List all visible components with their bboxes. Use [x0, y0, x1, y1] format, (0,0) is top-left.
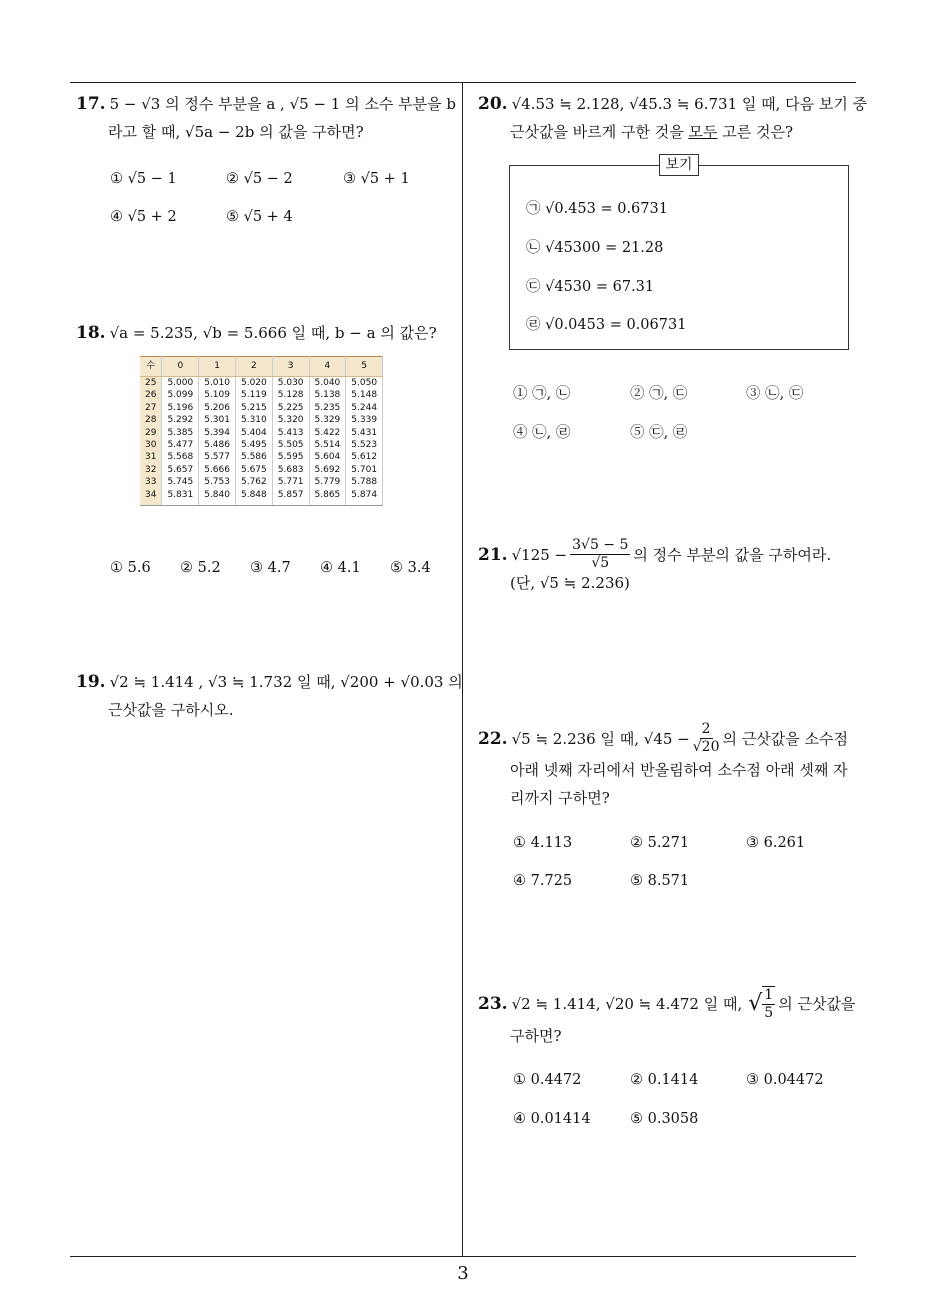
question-22 — [478, 721, 848, 812]
table-cell: 5.431 — [346, 427, 383, 439]
question-text-line2: 구하면? — [510, 1027, 562, 1045]
table-cell: 5.010 — [199, 377, 236, 390]
q20-option-4[interactable]: ④ ㉡, ㉣ — [513, 425, 571, 441]
bogi-item-1: ㉠ √0.453 = 0.6731 — [526, 201, 668, 217]
question-text-lead: √2 ≒ 1.414, √20 ≒ 4.472 일 때, — [511, 995, 743, 1013]
table-cell: 5.753 — [199, 476, 236, 488]
q22-option-3[interactable]: ③ 6.261 — [746, 835, 806, 851]
table-row-header: 33 — [140, 476, 162, 488]
question-17 — [76, 90, 456, 146]
q23-option-1[interactable]: ① 0.4472 — [513, 1072, 582, 1088]
q20-option-2[interactable]: ② ㉠, ㉢ — [630, 386, 688, 402]
q18-option-5[interactable]: ⑤ 3.4 — [390, 560, 431, 576]
table-row-header: 34 — [140, 489, 162, 506]
table-cell: 5.779 — [309, 476, 346, 488]
question-number: 17. — [76, 94, 106, 114]
question-text-tail: 의 근삿값을 소수점 — [722, 729, 848, 748]
question-number: 19. — [76, 672, 106, 692]
table-cell: 5.771 — [272, 476, 309, 488]
table-cell: 5.050 — [346, 377, 383, 390]
table-cell: 5.505 — [272, 439, 309, 451]
question-text-lead: √125 − — [511, 545, 568, 564]
table-cell: 5.148 — [346, 389, 383, 401]
table-cell: 5.857 — [272, 489, 309, 506]
table-cell: 5.385 — [162, 427, 199, 439]
table-row — [140, 489, 383, 506]
table-cell: 5.109 — [199, 389, 236, 401]
table-row — [140, 427, 383, 439]
table-cell: 5.762 — [235, 476, 272, 488]
table-header-cell: 1 — [199, 357, 236, 377]
table-cell: 5.138 — [309, 389, 346, 401]
q18-option-1[interactable]: ① 5.6 — [110, 560, 151, 576]
table-row-header: 26 — [140, 389, 162, 401]
table-row-header: 27 — [140, 402, 162, 414]
text-part: 고른 것은? — [717, 123, 793, 141]
table-cell: 5.595 — [272, 451, 309, 463]
q22-option-1[interactable]: ① 4.113 — [513, 835, 573, 851]
bogi-title: 보기 — [659, 154, 699, 176]
fraction — [762, 986, 775, 1022]
q18-option-4[interactable]: ④ 4.1 — [320, 560, 361, 576]
table-cell: 5.514 — [309, 439, 346, 451]
table-row — [140, 402, 383, 414]
question-text-lead: √5 ≒ 2.236 일 때, √45 − — [511, 729, 690, 748]
table-cell: 5.495 — [235, 439, 272, 451]
q23-option-4[interactable]: ④ 0.01414 — [513, 1111, 591, 1127]
question-23 — [478, 986, 855, 1050]
question-text-line2: 아래 넷째 자리에서 반올림하여 소수점 아래 셋째 자 — [510, 761, 848, 779]
table-cell: 5.831 — [162, 489, 199, 506]
question-text-line3: 리까지 구하면? — [510, 789, 610, 807]
question-text: 5 − √3 의 정수 부분을 a , √5 − 1 의 소수 부분을 b — [109, 95, 456, 113]
table-row — [140, 476, 383, 488]
table-cell: 5.840 — [199, 489, 236, 506]
table-cell: 5.701 — [346, 464, 383, 476]
table-cell: 5.675 — [235, 464, 272, 476]
table-cell: 5.292 — [162, 414, 199, 426]
table-cell: 5.301 — [199, 414, 236, 426]
question-20 — [478, 90, 867, 146]
question-text-tail: 의 정수 부분의 값을 구하여라. — [633, 545, 832, 564]
q17-option-5[interactable]: ⑤ √5 + 4 — [226, 209, 293, 225]
table-cell: 5.310 — [235, 414, 272, 426]
table-cell: 5.848 — [235, 489, 272, 506]
q17-option-1[interactable]: ① √5 − 1 — [110, 171, 177, 187]
table-cell: 5.422 — [309, 427, 346, 439]
q17-option-4[interactable]: ④ √5 + 2 — [110, 209, 177, 225]
table-cell: 5.404 — [235, 427, 272, 439]
table-header-cell: 수 — [140, 357, 162, 377]
question-text-line2: (단, √5 ≒ 2.236) — [510, 574, 630, 592]
table-row — [140, 414, 383, 426]
table-row-header: 32 — [140, 464, 162, 476]
table-cell: 5.486 — [199, 439, 236, 451]
table-cell: 5.206 — [199, 402, 236, 414]
table-cell: 5.235 — [309, 402, 346, 414]
table-cell: 5.020 — [235, 377, 272, 390]
table-cell: 5.215 — [235, 402, 272, 414]
table-cell: 5.040 — [309, 377, 346, 390]
question-number: 20. — [478, 94, 508, 114]
q18-option-3[interactable]: ③ 4.7 — [250, 560, 291, 576]
square-root-table — [140, 356, 383, 506]
q22-option-5[interactable]: ⑤ 8.571 — [630, 873, 690, 889]
fraction-numerator: 2 — [701, 721, 711, 737]
table-cell: 5.612 — [346, 451, 383, 463]
underlined-word: 모두 — [688, 123, 718, 141]
table-cell: 5.865 — [309, 489, 346, 506]
table-row-header: 30 — [140, 439, 162, 451]
question-21 — [478, 537, 831, 594]
q17-option-3[interactable]: ③ √5 + 1 — [343, 171, 410, 187]
table-cell: 5.128 — [272, 389, 309, 401]
table-cell: 5.657 — [162, 464, 199, 476]
table-cell: 5.320 — [272, 414, 309, 426]
table-cell: 5.030 — [272, 377, 309, 390]
question-text-tail: 의 근삿값을 — [778, 995, 856, 1013]
table-cell: 5.339 — [346, 414, 383, 426]
question-text: √2 ≒ 1.414 , √3 ≒ 1.732 일 때, √200 + √0.03 의 — [109, 673, 463, 691]
table-cell: 5.788 — [346, 476, 383, 488]
q18-option-2[interactable]: ② 5.2 — [180, 560, 221, 576]
table-cell: 5.119 — [235, 389, 272, 401]
table-row-header: 28 — [140, 414, 162, 426]
table-cell: 5.225 — [272, 402, 309, 414]
question-number: 18. — [76, 323, 106, 343]
table-row — [140, 377, 383, 390]
fraction — [693, 721, 720, 756]
fraction-numerator: 3√5 − 5 — [572, 537, 629, 553]
q22-option-4[interactable]: ④ 7.725 — [513, 873, 573, 889]
page-number: 3 — [457, 1263, 469, 1284]
table-row-header: 29 — [140, 427, 162, 439]
table-row — [140, 451, 383, 463]
bogi-item-2: ㉡ √45300 = 21.28 — [526, 240, 664, 256]
table-cell: 5.577 — [199, 451, 236, 463]
question-text-line2 — [478, 118, 867, 146]
q20-option-1[interactable]: ① ㉠, ㉡ — [513, 386, 571, 402]
table-cell: 5.413 — [272, 427, 309, 439]
fraction-numerator: 1 — [764, 987, 774, 1003]
question-text: √a = 5.235, √b = 5.666 일 때, b − a 의 값은? — [109, 324, 437, 342]
q22-option-2[interactable]: ② 5.271 — [630, 835, 690, 851]
question-text-line2: 라고 할 때, √5a − 2b 의 값을 구하면? — [108, 123, 364, 141]
table-row — [140, 389, 383, 401]
question-text: √4.53 ≒ 2.128, √45.3 ≒ 6.731 일 때, 다음 보기 중 — [511, 95, 868, 113]
table-row-header: 31 — [140, 451, 162, 463]
text-part: 근삿값을 바르게 구한 것을 — [510, 123, 689, 141]
table-cell: 5.666 — [199, 464, 236, 476]
fraction — [570, 537, 630, 572]
bogi-item-3: ㉢ √4530 = 67.31 — [526, 279, 655, 295]
q20-option-5[interactable]: ⑤ ㉢, ㉣ — [630, 425, 688, 441]
table-header-cell: 3 — [272, 357, 309, 377]
question-18 — [76, 319, 437, 347]
q17-option-2[interactable]: ② √5 − 2 — [226, 171, 293, 187]
question-text-line2: 근삿값을 구하시오. — [108, 701, 234, 719]
table-header-cell: 4 — [309, 357, 346, 377]
table-header-cell: 5 — [346, 357, 383, 377]
table-cell: 5.000 — [162, 377, 199, 390]
table-header-cell: 2 — [235, 357, 272, 377]
fraction-denominator: 5 — [764, 1005, 774, 1021]
table-cell: 5.477 — [162, 439, 199, 451]
table-cell: 5.244 — [346, 402, 383, 414]
question-19 — [76, 668, 463, 724]
q23-option-5[interactable]: ⑤ 0.3058 — [630, 1111, 699, 1127]
table-cell: 5.745 — [162, 476, 199, 488]
top-rule — [70, 82, 856, 83]
q23-option-2[interactable]: ② 0.1414 — [630, 1072, 699, 1088]
question-number: 22. — [478, 728, 508, 749]
bottom-rule — [70, 1256, 856, 1257]
table-cell: 5.683 — [272, 464, 309, 476]
radical-sign: √ — [748, 991, 763, 1016]
table-row — [140, 439, 383, 451]
bogi-item-4: ㉣ √0.0453 = 0.06731 — [526, 317, 687, 333]
question-number: 23. — [478, 994, 508, 1014]
table-cell: 5.874 — [346, 489, 383, 506]
table-cell: 5.586 — [235, 451, 272, 463]
table-cell: 5.394 — [199, 427, 236, 439]
table-cell: 5.196 — [162, 402, 199, 414]
table-row-header: 25 — [140, 377, 162, 390]
table-cell: 5.604 — [309, 451, 346, 463]
table-cell: 5.568 — [162, 451, 199, 463]
table-cell: 5.523 — [346, 439, 383, 451]
question-number: 21. — [478, 544, 508, 565]
fraction-denominator: √20 — [692, 739, 720, 755]
table-cell: 5.692 — [309, 464, 346, 476]
table-cell: 5.099 — [162, 389, 199, 401]
table-header-cell: 0 — [162, 357, 199, 377]
table-row — [140, 464, 383, 476]
q20-option-3[interactable]: ③ ㉡, ㉢ — [746, 386, 804, 402]
q23-option-3[interactable]: ③ 0.04472 — [746, 1072, 824, 1088]
table-cell: 5.329 — [309, 414, 346, 426]
fraction-denominator: √5 — [591, 555, 610, 571]
